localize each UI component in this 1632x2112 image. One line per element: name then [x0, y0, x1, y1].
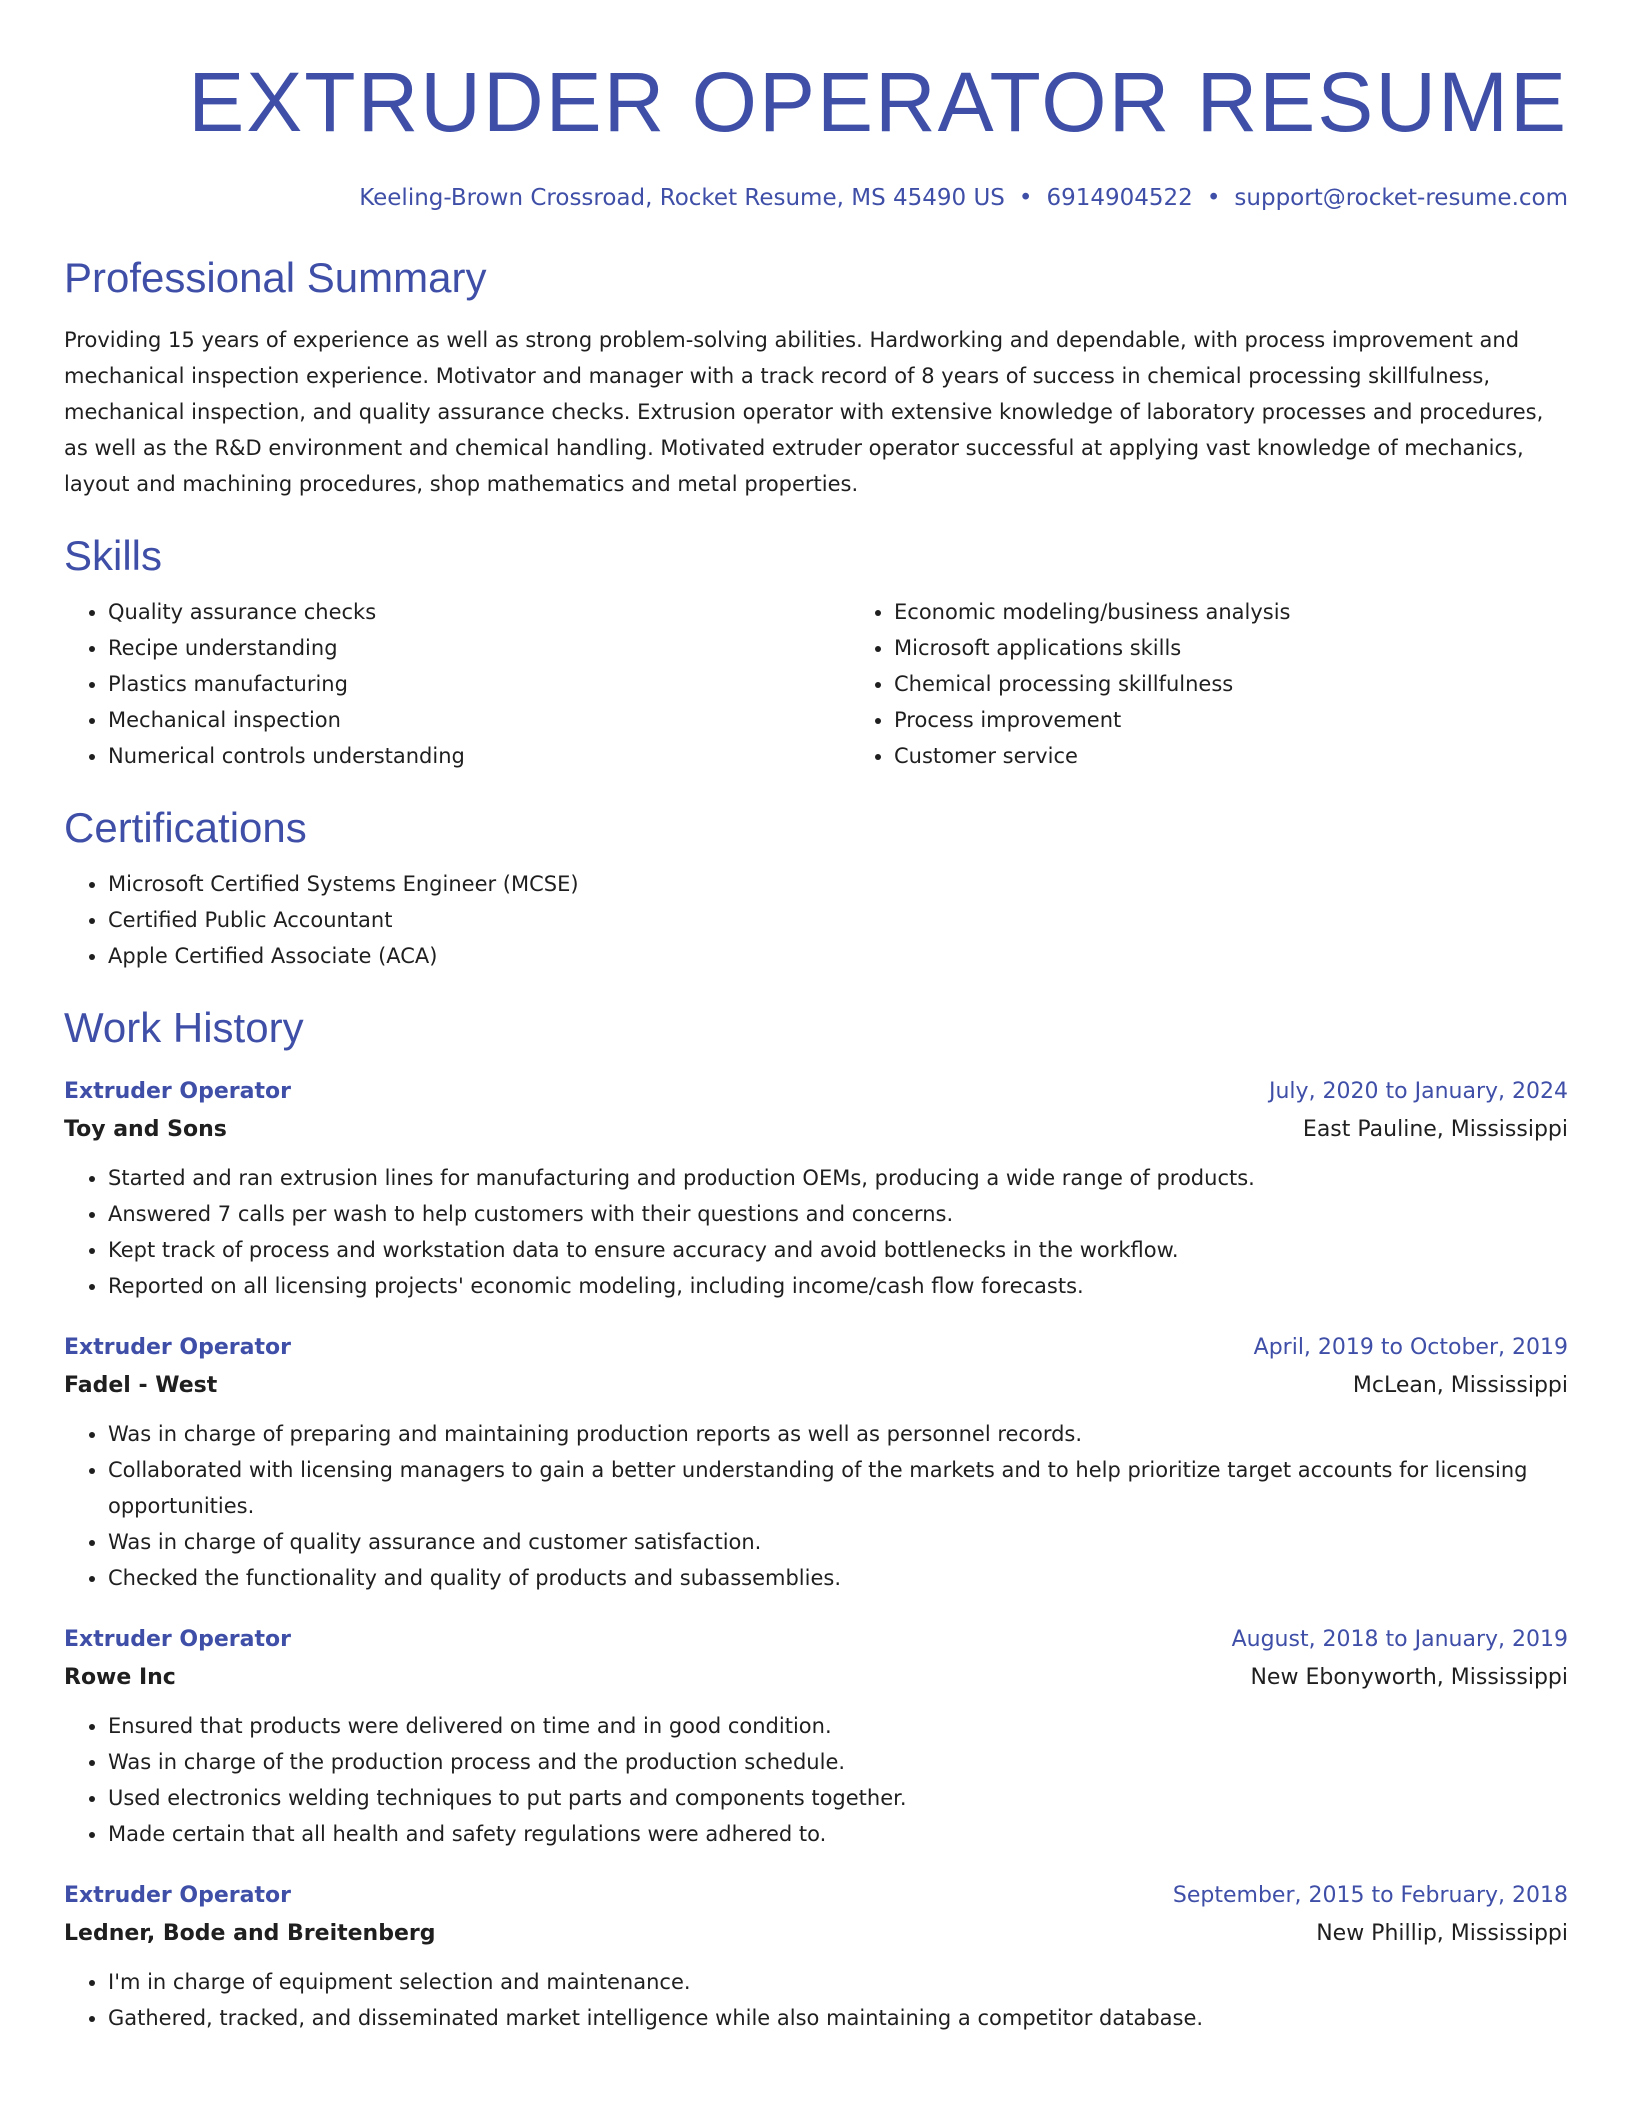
job-entry [64, 1330, 1568, 1596]
job-header-row [64, 1330, 1568, 1366]
job-title: Extruder Operator [64, 1627, 291, 1652]
summary-heading: Professional Summary [64, 254, 487, 301]
job-title: Extruder Operator [64, 1883, 291, 1908]
job-bullet: • Gathered, tracked, and disseminated market intelligence while also maintaining a competitor database. [108, 2000, 1568, 2036]
certifications-heading: Certifications [64, 804, 307, 851]
job-header-row [64, 1878, 1568, 1914]
contact-address: Keeling-Brown Crossroad, Rocket Resume, MS 45490 US [359, 185, 1005, 211]
skill-item: • Microsoft applications skills [894, 630, 1632, 666]
contact-separator: • [1206, 185, 1221, 211]
job-bullets [64, 1964, 1568, 2036]
job-bullet: • I'm in charge of equipment selection and maintenance. [108, 1964, 1568, 2000]
job-company-row [64, 1366, 1568, 1406]
job-header-row [64, 1074, 1568, 1110]
job-bullet: • Was in charge of quality assurance and customer satisfaction. [108, 1524, 1568, 1560]
skill-item: • Plastics manufacturing [108, 666, 850, 702]
job-company-row [64, 1658, 1568, 1698]
job-dates: September, 2015 to February, 2018 [1172, 1883, 1568, 1908]
job-header-row [64, 1622, 1568, 1658]
job-entry [64, 1074, 1568, 1304]
job-bullets [64, 1708, 1568, 1852]
skill-item: • Numerical controls understanding [108, 738, 850, 774]
contact-email: support@rocket-resume.com [1234, 185, 1568, 211]
contact-phone: 6914904522 [1046, 185, 1193, 211]
job-location: East Pauline, Mississippi [1302, 1117, 1568, 1142]
skills-columns [64, 594, 1568, 774]
skills-list-right [850, 594, 1632, 774]
job-dates: August, 2018 to January, 2019 [1231, 1627, 1568, 1652]
certification-item: • Microsoft Certified Systems Engineer (MCSE) [108, 866, 1568, 902]
certification-item: • Apple Certified Associate (ACA) [108, 938, 1568, 974]
resume-title: EXTRUDER OPERATOR RESUME [188, 55, 1568, 149]
contact-separator: • [1018, 185, 1033, 211]
summary-section [64, 254, 1568, 502]
work-history-section [64, 1004, 1568, 2036]
job-location: New Ebonyworth, Mississippi [1250, 1665, 1568, 1690]
skills-list-left [64, 594, 850, 774]
job-bullet: • Started and ran extrusion lines for manufacturing and production OEMs, producing a wide range of products. [108, 1160, 1568, 1196]
skill-item: • Quality assurance checks [108, 594, 850, 630]
job-bullet: • Kept track of process and workstation data to ensure accuracy and avoid bottlenecks in the workflow. [108, 1232, 1568, 1268]
job-location: McLean, Mississippi [1352, 1373, 1568, 1398]
job-bullet: • Used electronics welding techniques to put parts and components together. [108, 1780, 1568, 1816]
job-bullet: • Checked the functionality and quality of products and subassemblies. [108, 1560, 1568, 1596]
job-bullets [64, 1160, 1568, 1304]
skill-item: • Chemical processing skillfulness [894, 666, 1632, 702]
skill-item: • Customer service [894, 738, 1632, 774]
job-title: Extruder Operator [64, 1335, 291, 1360]
job-bullets [64, 1416, 1568, 1596]
skills-section [64, 532, 1568, 774]
job-location: New Phillip, Mississippi [1316, 1921, 1568, 1946]
skills-heading: Skills [64, 532, 163, 579]
certification-item: • Certified Public Accountant [108, 902, 1568, 938]
job-bullet: • Was in charge of preparing and maintaining production reports as well as personnel records. [108, 1416, 1568, 1452]
job-company: Toy and Sons [64, 1117, 227, 1142]
skill-item: • Economic modeling/business analysis [894, 594, 1632, 630]
certifications-section [64, 804, 1568, 974]
job-company: Rowe Inc [64, 1665, 176, 1690]
job-bullet: • Ensured that products were delivered on time and in good condition. [108, 1708, 1568, 1744]
job-bullet: • Was in charge of the production process and the production schedule. [108, 1744, 1568, 1780]
work-history-heading: Work History [64, 1004, 304, 1051]
job-bullet: • Collaborated with licensing managers to gain a better understanding of the markets and to help prioritize target accounts for licensing opportunities. [108, 1452, 1568, 1524]
job-company-row [64, 1110, 1568, 1150]
contact-line [64, 184, 1568, 212]
job-company: Ledner, Bode and Breitenberg [64, 1921, 436, 1946]
job-dates: April, 2019 to October, 2019 [1253, 1335, 1568, 1360]
job-company: Fadel - West [64, 1373, 218, 1398]
skill-item: • Process improvement [894, 702, 1632, 738]
job-entry [64, 1878, 1568, 2036]
job-bullet: • Made certain that all health and safety regulations were adhered to. [108, 1816, 1568, 1852]
job-title: Extruder Operator [64, 1079, 291, 1104]
skill-item: • Recipe understanding [108, 630, 850, 666]
job-dates: July, 2020 to January, 2024 [1269, 1079, 1568, 1104]
skill-item: • Mechanical inspection [108, 702, 850, 738]
job-bullet: • Answered 7 calls per wash to help customers with their questions and concerns. [108, 1196, 1568, 1232]
job-bullet: • Reported on all licensing projects' economic modeling, including income/cash flow forecasts. [108, 1268, 1568, 1304]
resume-page [64, 0, 1568, 2036]
job-entry [64, 1622, 1568, 1852]
job-company-row [64, 1914, 1568, 1954]
certifications-list [64, 866, 1568, 974]
summary-text: Providing 15 years of experience as well as strong problem-solving abilities. Hardworking and dependable, with process improvement and mechanical inspection experience. Motivator and manager with a track record of 8 years of success in chemical processing skillfulness, mechanical inspection, and quality assurance checks. Extrusion operator with extensive knowledge of laboratory processes and procedures, as well as the R&D environment and chemical handling. Motivated extruder operator successful at applying vast knowledge of mechanics, layout and machining procedures, shop mathematics and metal properties. [64, 328, 1544, 496]
